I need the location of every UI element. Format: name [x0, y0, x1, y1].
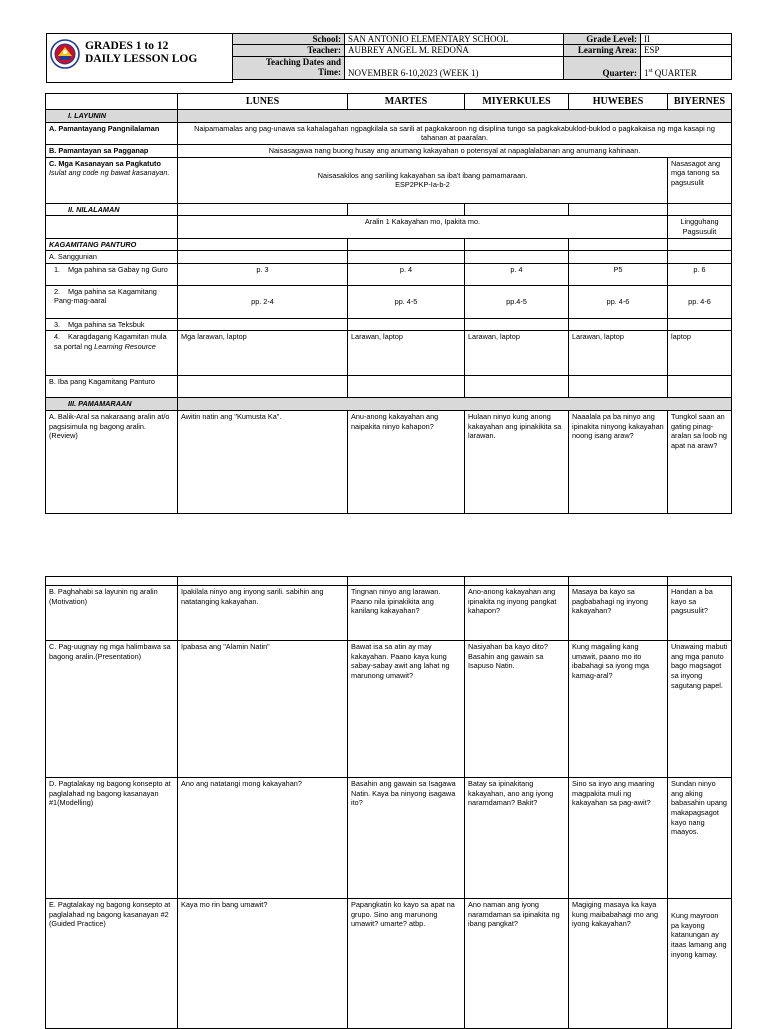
content-heading-row [46, 203, 732, 216]
resources-b-tue [348, 376, 465, 398]
objective-a-row [46, 122, 732, 144]
content-heading-wed [465, 203, 569, 216]
resources-r3-fri [668, 318, 732, 331]
procedure-b-mon: Ipakilala ninyo ang inyong sarili. sabihin ang natatanging kakayahan. [178, 586, 348, 641]
day-header-row [46, 94, 732, 110]
procedure-c-wed: Nasiyahan ba kayo dito? Basahin ang gawain sa Isapuso Natin. [465, 641, 569, 778]
objectives-heading-row [46, 110, 732, 123]
resources-heading-thu [569, 238, 668, 251]
objective-c-note: Isulat ang code ng bawat kasanayan. [49, 168, 170, 178]
resources-r1-label: Mga pahina sa Gabay ng Guro [68, 264, 168, 274]
procedure-b-row [46, 586, 732, 641]
resources-r4-mon: Mga larawan, laptop [178, 331, 348, 376]
resources-r4-label-italic: Learning Resource [94, 342, 156, 352]
resources-b-fri [668, 376, 732, 398]
resources-b-thu [569, 376, 668, 398]
deped-seal-icon [50, 39, 80, 69]
dates-label-line-1: Teaching Dates and [265, 56, 341, 67]
day-header-tue: MARTES [348, 94, 465, 110]
resources-b-wed [465, 376, 569, 398]
area-value: ESP [641, 45, 732, 56]
page-2-top-label [46, 577, 178, 586]
procedure-d-row [46, 778, 732, 899]
page-2-top-row [46, 577, 732, 586]
resources-r3-label-cell: 3. Mga pahina sa Teksbuk [46, 318, 178, 331]
objectives-heading: I. LAYUNIN [46, 110, 178, 123]
resources-heading: KAGAMITANG PANTURO [46, 238, 178, 251]
objective-a-label: A. Pamantayang Pangnilalaman [46, 122, 178, 144]
resources-r2-fri: pp. 4-6 [668, 285, 732, 318]
resources-b-mon [178, 376, 348, 398]
quarter-number: 1 [644, 68, 649, 79]
resources-r3-tue [348, 318, 465, 331]
quarter-value [641, 56, 732, 79]
day-header-wed: MIYERKULES [465, 94, 569, 110]
content-heading-tue [348, 203, 465, 216]
page-2-top-thu [569, 577, 668, 586]
resources-a-tue [348, 251, 465, 264]
objective-a-text: Naipamamalas ang pag-unawa sa kahalagahan ngpagkilala sa sarili at pagkakaroon ng disiplina tungo sa pagkakabuklod-buklod o pagkakaisa ng mga kasapi ng tahanan at paaralan. [178, 122, 732, 144]
resources-heading-row [46, 238, 732, 251]
procedure-a-fri: Tungkol saan an gating pinag-aralan sa loob ng apat na araw? [668, 411, 732, 514]
page-2-top-tue [348, 577, 465, 586]
procedure-b-wed: Ano-anong kakayahan ang ipinakita ng inyong pangkat kahapon? [465, 586, 569, 641]
teacher-value: AUBREY ANGEL M. REDOÑA [345, 45, 564, 56]
procedure-d-tue: Basahin ang gawain sa Isagawa Natin. Kaya ba ninyong isagawa ito? [348, 778, 465, 899]
resources-a-wed [465, 251, 569, 264]
document-title [85, 40, 197, 66]
dates-label-line-2: Time: [318, 67, 341, 78]
procedure-b-thu: Masaya ba kayo sa pagbabahagi ng inyong kakayahan? [569, 586, 668, 641]
procedure-c-thu: Kung magaling kang umawit, paano mo ito ibabahagi sa iyong mga kamag-aral? [569, 641, 668, 778]
procedure-a-label: A. Balik-Aral sa nakaraang aralin at/o pagsisimula ng bagong aralin.(Review) [46, 411, 178, 514]
objective-c-label: C. Mga Kasanayan sa Pagkatuto [49, 158, 161, 168]
procedure-c-row [46, 641, 732, 778]
objective-b-label: B. Pamantayan sa Pagganap [46, 145, 178, 158]
dates-label [233, 56, 345, 79]
resources-r4-wed: Larawan, laptop [465, 331, 569, 376]
procedure-d-mon: Ano ang natatangi mong kakayahan? [178, 778, 348, 899]
resources-r1-wed: p. 4 [465, 263, 569, 285]
resources-r3-wed [465, 318, 569, 331]
resources-r2-label: Mga pahina sa Kagamitang Pang-mag-aaral [54, 286, 157, 306]
resources-r3-mon [178, 318, 348, 331]
title-line-2: DAILY LESSON LOG [85, 53, 198, 66]
procedures-heading-row [46, 398, 732, 411]
resources-r4-label: Karagdagang Kagamitan mula sa portal ng [54, 332, 167, 352]
resources-b-label: B. Iba pang Kagamitang Panturo [46, 376, 178, 398]
quarter-label: Quarter: [564, 56, 641, 79]
procedure-c-tue: Bawat isa sa atin ay may kakayahan. Paano kaya kung sabay-sabay awit ang lahat ng marunong umawit? [348, 641, 465, 778]
procedure-d-wed: Batay sa ipinakitang kakayahan, ano ang iyong naramdaman? Bakit? [465, 778, 569, 899]
procedure-c-fri: Unawaing mabuti ang mga panuto bago magsagot sa inyong sagutang papel. [668, 641, 732, 778]
procedures-heading-fill [178, 398, 732, 411]
page-2-top-wed [465, 577, 569, 586]
resources-r2-tue: pp. 4-5 [348, 285, 465, 318]
objective-b-text: Naisasagawa nang buong husay ang anumang kakayahan o potensyal at napaglalabanan ang anumang kahinaan. [178, 145, 732, 158]
grade-label: Grade Level: [564, 34, 641, 45]
objective-b-row [46, 145, 732, 158]
resources-heading-wed [465, 238, 569, 251]
resources-a-label: A. Sanggunian [46, 251, 178, 264]
resources-r2-wed: pp.4-5 [465, 285, 569, 318]
resources-r2-thu: pp. 4-6 [569, 285, 668, 318]
procedure-b-fri: Handan a ba kayo sa pagsusulit? [668, 586, 732, 641]
content-label-blank [46, 216, 178, 238]
procedure-c-mon: Ipabasa ang "Alamin Natin" [178, 641, 348, 778]
area-label: Learning Area: [564, 45, 641, 56]
procedure-e-label: E. Pagtalakay ng bagong konsepto at paglalahad ng bagong kasanayan #2 (Guided Practice) [46, 899, 178, 1029]
title-line-1: GRADES 1 to 12 [85, 40, 169, 52]
lesson-table-page-2 [45, 576, 732, 1029]
resources-a-thu [569, 251, 668, 264]
resources-r2-label-cell: 2. Mga pahina sa Kagamitang Pang-mag-aaral [46, 285, 178, 318]
content-text: Aralin 1 Kakayahan mo, Ipakita mo. [178, 216, 668, 238]
resources-heading-fri [668, 238, 732, 251]
content-heading-thu [569, 203, 668, 216]
resources-b-row [46, 376, 732, 398]
resources-r1-label-cell: 1. Mga pahina sa Gabay ng Guro [46, 263, 178, 285]
content-row [46, 216, 732, 238]
objective-c-row [46, 157, 732, 203]
quarter-text: QUARTER [654, 68, 697, 79]
resources-r4-fri: laptop [668, 331, 732, 376]
resources-r3-label: Mga pahina sa Teksbuk [68, 319, 145, 329]
resources-heading-mon [178, 238, 348, 251]
procedure-b-tue: Tingnan ninyo ang larawan. Paano nila ipinakikita ang kanilang kakayahan? [348, 586, 465, 641]
resources-r2-mon: pp. 2-4 [178, 285, 348, 318]
resources-r1-thu: P5 [569, 263, 668, 285]
procedure-e-tue: Papangkatin ko kayo sa apat na grupo. Sino ang marunong umawit? umarte? atbp. [348, 899, 465, 1029]
quarter-suffix: st [648, 68, 653, 75]
resources-r1-tue: p. 4 [348, 263, 465, 285]
procedure-a-tue: Anu-anong kakayahan ang naipakita ninyo kahapon? [348, 411, 465, 514]
objective-c-code: ESP2PKP-Ia-b-2 [395, 180, 450, 190]
resources-r4-row [46, 331, 732, 376]
procedure-e-fri: Kung mayroon pa kayong katanungan ay itaas lamang ang inyong kamay. [668, 899, 732, 1029]
resources-r1-fri: p. 6 [668, 263, 732, 285]
day-header-mon: LUNES [178, 94, 348, 110]
procedure-e-wed: Ano naman ang iyong naramdaman sa ipinakita ng ibang pangkat? [465, 899, 569, 1029]
info-table [232, 33, 732, 80]
objective-c-label-cell [46, 157, 178, 203]
objectives-heading-fill [178, 110, 732, 123]
procedure-e-thu: Magiging masaya ka kaya kung maibabahagi mo ang iyong kakayahan? [569, 899, 668, 1029]
grade-value: II [641, 34, 732, 45]
objective-c-text [178, 157, 668, 203]
procedure-d-thu: Sino sa inyo ang maaring magpakita muli ng kakayahan sa pag-awit? [569, 778, 668, 899]
resources-a-mon [178, 251, 348, 264]
day-header-thu: HUWEBES [569, 94, 668, 110]
resources-a-row [46, 251, 732, 264]
resources-r3-row [46, 318, 732, 331]
lesson-table-page-1 [45, 93, 732, 514]
resources-r3-thu [569, 318, 668, 331]
dates-value: NOVEMBER 6-10,2023 (WEEK 1) [345, 56, 564, 79]
procedure-b-label: B. Paghahabi sa layunin ng aralin (Motivation) [46, 586, 178, 641]
teacher-label: Teacher: [233, 45, 345, 56]
content-heading-fri [668, 203, 732, 216]
procedure-a-mon: Awitin natin ang "Kumusta Ka". [178, 411, 348, 514]
procedure-e-row [46, 899, 732, 1029]
day-header-blank [46, 94, 178, 110]
procedure-d-fri: Sundan ninyo ang aking babasahin upang makapagsagot kayo nang maayos. [668, 778, 732, 899]
procedure-e-mon: Kaya mo rin bang umawit? [178, 899, 348, 1029]
procedure-c-label: C. Pag-uugnay ng mga halimbawa sa bagong aralin.(Presentation) [46, 641, 178, 778]
procedure-d-label: D. Pagtalakay ng bagong konsepto at paglalahad ng bagong kasanayan #1(Modelling) [46, 778, 178, 899]
procedure-a-thu: Naaalala pa ba ninyo ang ipinakita ninyong kakayahan noong isang araw? [569, 411, 668, 514]
procedure-a-row [46, 411, 732, 514]
content-friday: Lingguhang Pagsusulit [668, 216, 732, 238]
resources-a-fri [668, 251, 732, 264]
resources-heading-tue [348, 238, 465, 251]
procedures-heading: III. PAMAMARAAN [46, 398, 178, 411]
resources-r2-row [46, 285, 732, 318]
page-2-top-fri [668, 577, 732, 586]
procedure-a-wed: Hulaan ninyo kung anong kakayahan ang ipinakikita sa larawan. [465, 411, 569, 514]
resources-r1-row [46, 263, 732, 285]
page-2-top-mon [178, 577, 348, 586]
school-label: School: [233, 34, 345, 45]
day-header-fri: BIYERNES [668, 94, 732, 110]
resources-r1-mon: p. 3 [178, 263, 348, 285]
content-heading-mon [178, 203, 348, 216]
resources-r4-label-cell: 4. Karagdagang Kagamitan mula sa portal ng Learning Resource [46, 331, 178, 376]
school-value: SAN ANTONIO ELEMENTARY SCHOOL [345, 34, 564, 45]
objective-c-skill: Naisasakilos ang sariling kakayahan sa iba't ibang pamamaraan. [317, 170, 528, 180]
document-header [46, 33, 233, 83]
resources-r4-tue: Larawan, laptop [348, 331, 465, 376]
content-heading: II. NILALAMAN [46, 203, 178, 216]
resources-r4-thu: Larawan, laptop [569, 331, 668, 376]
objective-c-friday: Nasasagot ang mga tanong sa pagsusulit [668, 157, 732, 203]
